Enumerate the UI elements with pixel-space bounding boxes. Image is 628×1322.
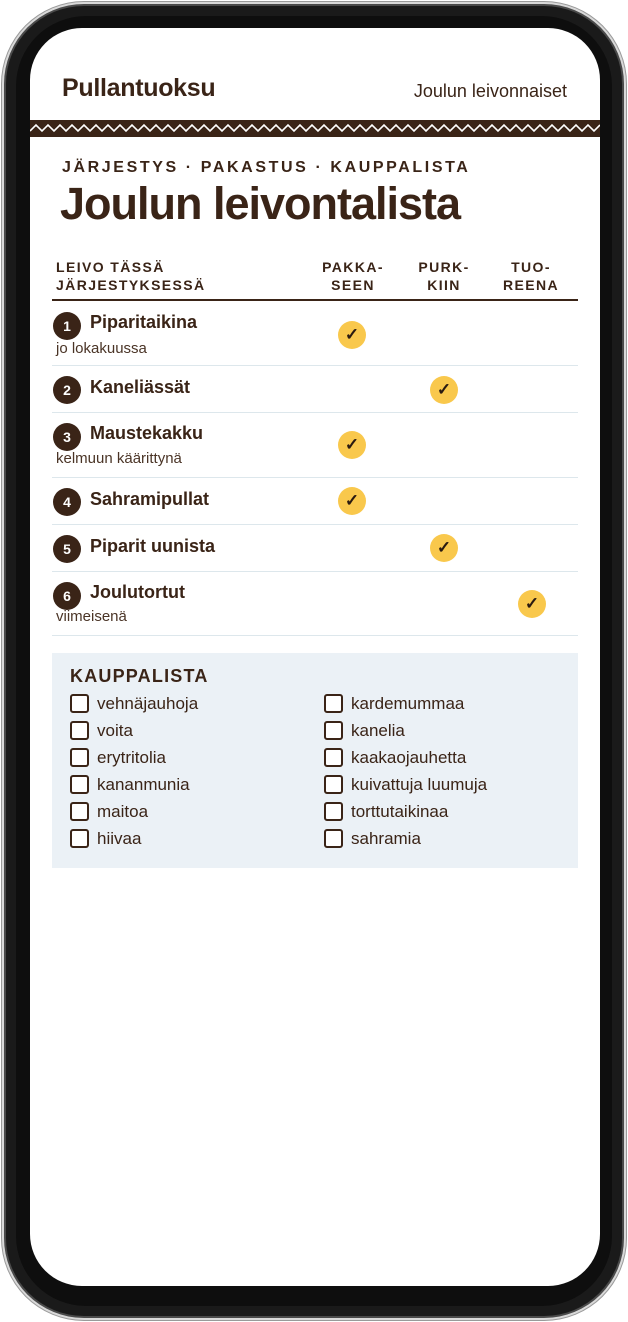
column-header-bake-order: LEIVO TÄSSÄ JÄRJESTYKSESSÄ — [56, 259, 206, 293]
checkbox[interactable] — [324, 829, 343, 848]
row-item-note: kelmuun käärittynä — [56, 450, 182, 467]
table-row — [52, 478, 578, 525]
shopping-item-label: torttutaikinaa — [351, 802, 449, 821]
column-header-jar: PURK- KIIN — [418, 259, 470, 293]
check-icon: ✓ — [338, 321, 366, 349]
column-header-freezer: PAKKA- SEEN — [322, 259, 384, 293]
step-number-badge: 6 — [53, 582, 81, 610]
row-item-name: Joulutortut — [90, 582, 185, 602]
row-item-name: Piparitaikina — [90, 312, 198, 332]
table-header — [52, 258, 578, 301]
shopping-item-label: sahramia — [351, 829, 421, 848]
shopping-list-title: KAUPPALISTA — [70, 666, 209, 686]
table-row — [52, 525, 578, 572]
check-icon: ✓ — [338, 487, 366, 515]
check-icon: ✓ — [338, 431, 366, 459]
checkbox[interactable] — [70, 802, 89, 821]
table-row — [52, 366, 578, 413]
check-icon: ✓ — [430, 376, 458, 404]
shopping-item-label: kardemummaa — [351, 694, 465, 713]
shopping-item-label: erytritolia — [97, 748, 166, 767]
table-row — [52, 572, 578, 636]
step-number-badge: 4 — [53, 488, 81, 516]
column-header-fresh: TUO- REENA — [502, 259, 559, 293]
app-header — [30, 28, 600, 120]
decorative-zigzag-border — [30, 120, 600, 137]
checkbox[interactable] — [70, 748, 89, 767]
row-item-name: Kaneliässät — [90, 377, 191, 397]
shopping-item-label: kananmunia — [97, 775, 190, 794]
checkbox[interactable] — [70, 721, 89, 740]
shopping-item-label: vehnäjauhoja — [97, 694, 199, 713]
table-row — [52, 303, 578, 366]
row-item-name: Sahramipullat — [90, 489, 210, 509]
checkbox[interactable] — [70, 775, 89, 794]
row-item-note: jo lokakuussa — [56, 340, 147, 357]
step-number-badge: 1 — [53, 312, 81, 340]
row-item-name: Piparit uunista — [90, 536, 216, 556]
row-item-name: Maustekakku — [90, 423, 204, 443]
step-number-badge: 2 — [53, 376, 81, 404]
step-number-badge: 5 — [53, 535, 81, 563]
shopping-item-label: maitoa — [97, 802, 149, 821]
app-screen — [30, 28, 600, 1286]
checkbox[interactable] — [70, 694, 89, 713]
checkbox[interactable] — [70, 829, 89, 848]
checkbox[interactable] — [324, 775, 343, 794]
row-item-note: viimeisenä — [56, 608, 127, 625]
checkbox[interactable] — [324, 694, 343, 713]
shopping-item-label: voita — [97, 721, 133, 740]
page-kicker: JÄRJESTYS · PAKASTUS · KAUPPALISTA — [62, 159, 471, 176]
shopping-item-label: kuivattuja luumuja — [351, 775, 488, 794]
table-row — [52, 413, 578, 478]
shopping-item-label: kanelia — [351, 721, 405, 740]
brand-logo[interactable]: Pullantuoksu — [62, 74, 216, 102]
shopping-item-label: kaakaojauhetta — [351, 748, 467, 767]
step-number-badge: 3 — [53, 423, 81, 451]
shopping-list — [52, 653, 578, 868]
checkbox[interactable] — [324, 748, 343, 767]
shopping-item-label: hiivaa — [97, 829, 142, 848]
checkbox[interactable] — [324, 802, 343, 821]
check-icon: ✓ — [430, 534, 458, 562]
checkbox[interactable] — [324, 721, 343, 740]
check-icon: ✓ — [518, 590, 546, 618]
header-nav-link[interactable]: Joulun leivonnaiset — [413, 81, 567, 101]
page-title: Joulun leivontalista — [60, 178, 461, 229]
